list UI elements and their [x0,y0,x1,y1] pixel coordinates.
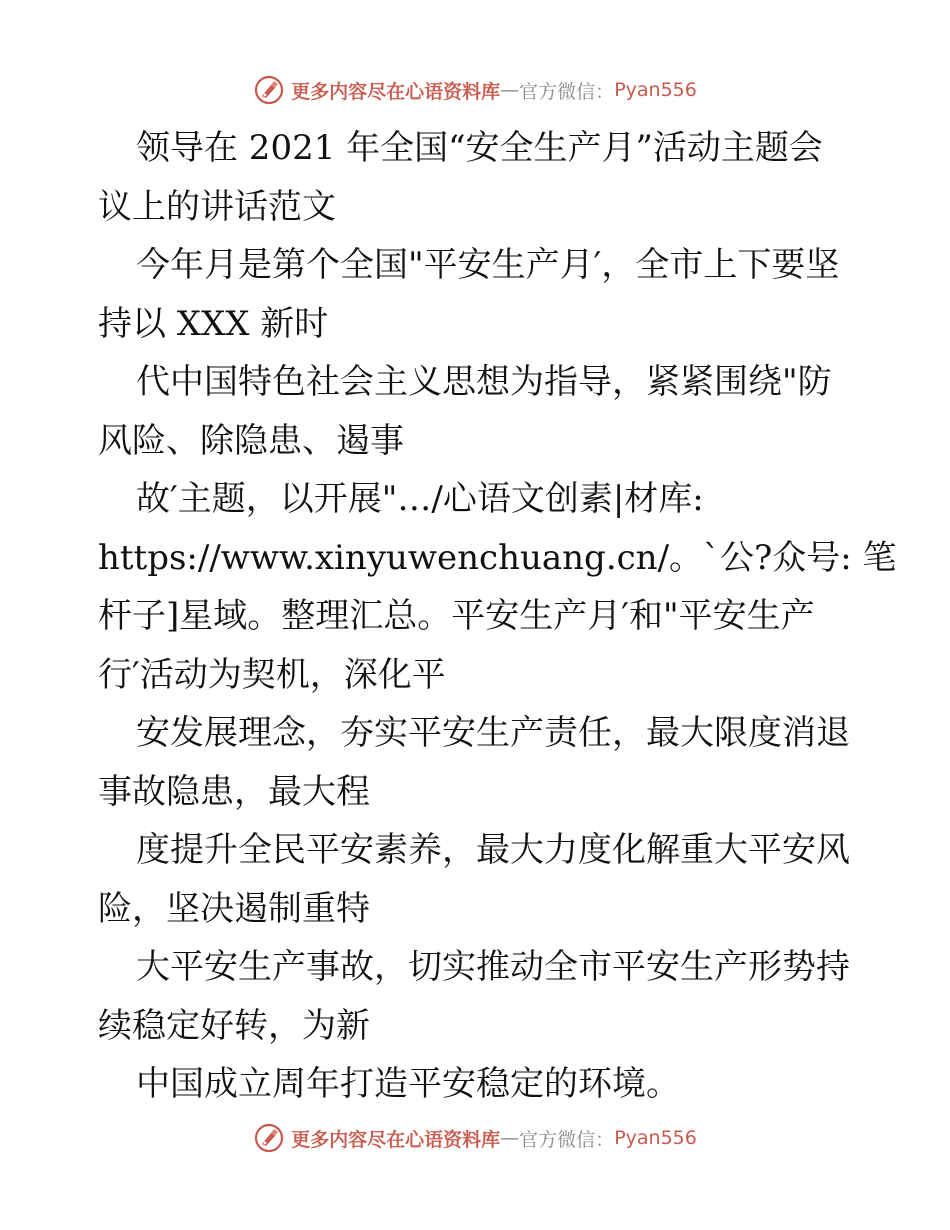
body-line: 度提升全民平安素养，最大力度化解重大平安风 [136,830,850,870]
body-line: 风险、除隐患、遏事 [98,420,404,461]
body-line: 中国成立周年打造平安稳定的环境。 [136,1064,680,1104]
pen-nib-circle-icon [253,1122,285,1154]
banner-official-label: 官方微信： [519,1128,615,1151]
body-line-url: https://www.xinyuwenchuang.cn/。`公?众号: 笔 [98,537,897,578]
banner-official-label: 官方微信： [519,80,615,103]
body-line-title-1: 领导在 2021 年全国“安全生产月”活动主题会 [136,128,823,168]
footer-banner [0,1118,950,1158]
body-line: 续稳定好转，为新 [98,1005,370,1046]
body-line: 大平安生产事故，切实推动全市平安生产形势持 [136,947,850,987]
banner-dash: — [500,1127,520,1149]
body-line: 险，坚决遏制重特 [98,888,370,929]
body-line: 杆子]星域。整理汇总。平安生产月′和"平安生产 [98,596,815,636]
body-line: 安发展理念，夯实平安生产责任，最大限度消退 [136,713,850,753]
body-line: 故′主题，以开展"…/心语文创素|材库: [136,479,704,519]
body-line: 代中国特色社会主义思想为指导，紧紧围绕"防 [136,362,832,402]
body-line-title-2: 议上的讲话范文 [98,186,336,227]
banner-wechat-id: Pyan556 [614,1127,697,1149]
body-line: 事故隐患，最大程 [98,771,370,812]
header-banner [0,70,950,110]
banner-brand-text: 更多内容尽在心语资料库 [291,1128,501,1151]
document-body [98,119,897,1114]
pen-nib-circle-icon [253,74,285,106]
body-line: 今年月是第个全国"平安生产月′，全市上下要坚 [136,245,840,285]
banner-brand-text: 更多内容尽在心语资料库 [291,80,501,103]
body-line: 持以 XXX 新时 [98,303,329,344]
banner-wechat-id: Pyan556 [614,79,697,101]
body-line: 行′活动为契机，深化平 [98,654,446,695]
banner-dash: — [500,79,520,101]
